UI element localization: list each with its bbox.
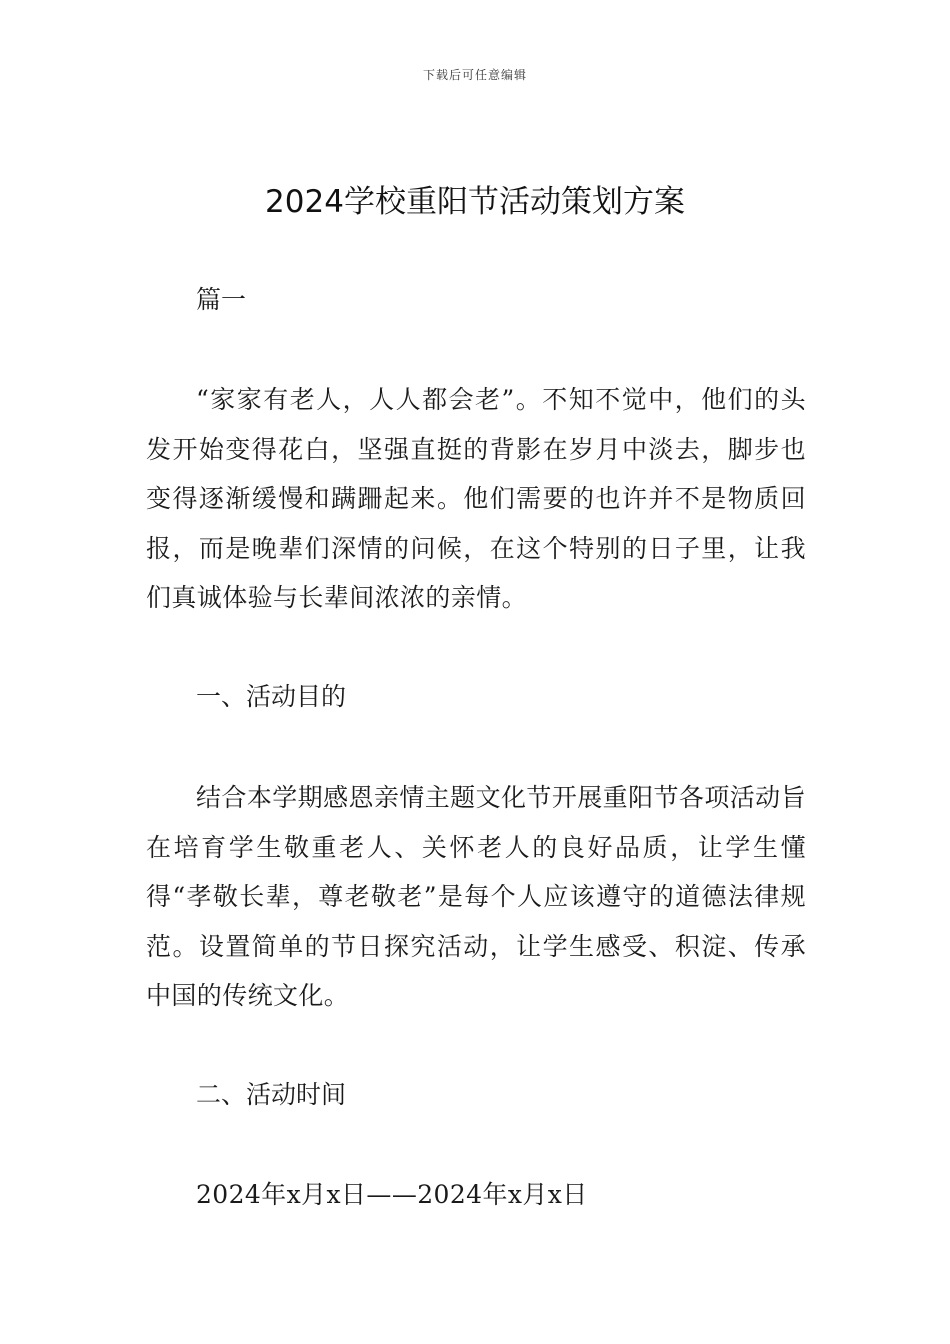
document-title: 2024学校重阳节活动策划方案	[265, 184, 685, 220]
section-heading-purpose: 一、活动目的	[196, 682, 347, 711]
section-label: 篇一	[196, 285, 247, 314]
section-body-time: 2024年x月x日——2024年x月x日	[196, 1180, 588, 1209]
section-body-purpose: 结合本学期感恩亲情主题文化节开展重阳节各项活动旨在培育学生敬重老人、关怀老人的良好品质，让学生懂得“孝敬长辈，尊老敬老”是每个人应该遵守的道德法律规范。设置简单的节日探究活动，让学生感受、积淀、传承中国的传统文化。	[146, 783, 806, 1010]
section-heading-time: 二、活动时间	[196, 1080, 347, 1109]
header-note: 下载后可任意编辑	[422, 68, 527, 82]
intro-paragraph: “家家有老人，人人都会老”。不知不觉中，他们的头发开始变得花白，坚强直挺的背影在岁月中淡去，脚步也变得逐渐缓慢和蹒跚起来。他们需要的也许并不是物质回报，而是晚辈们深情的问候，在这个特别的日子里，让我们真诚体验与长辈间浓浓的亲情。	[146, 385, 806, 612]
